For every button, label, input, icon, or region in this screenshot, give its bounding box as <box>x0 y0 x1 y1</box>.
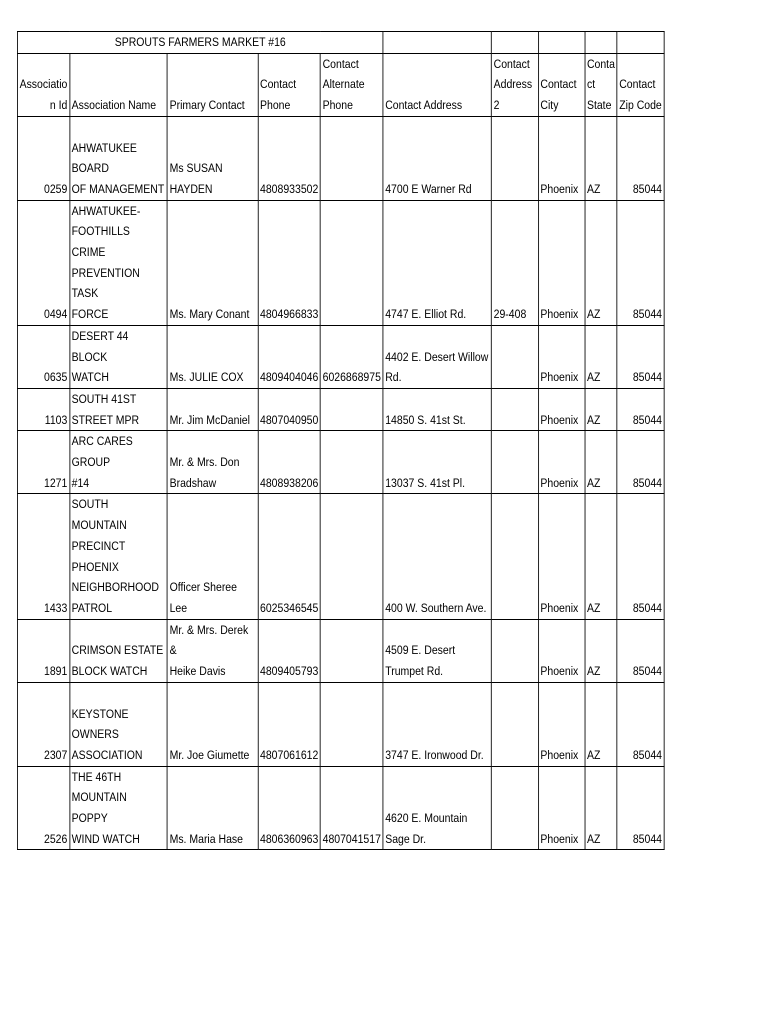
primary-contact-cell: Mr. Joe Giumette <box>167 682 257 766</box>
table-row <box>17 619 664 682</box>
contact-zip-cell: 85044 <box>617 325 664 388</box>
primary-contact-cell: Ms. Maria Hase <box>167 766 257 850</box>
association-name-cell: SOUTH 41ST STREET MPR <box>70 388 168 430</box>
contact-zip-cell: 85044 <box>617 682 664 766</box>
primary-contact-cell: Mr. & Mrs. Don Bradshaw <box>167 431 257 494</box>
header-association-name: Association Name <box>70 53 168 116</box>
table-row <box>17 116 664 200</box>
table-row <box>17 388 664 430</box>
contact-phone-cell: 4808938206 <box>258 431 321 494</box>
association-id-cell: 0259 <box>17 116 69 200</box>
header-primary-contact: Primary Contact <box>167 53 257 116</box>
association-id-cell: 1891 <box>17 619 69 682</box>
contact-zip-cell: 85044 <box>617 116 664 200</box>
table-row <box>17 682 664 766</box>
contact-city-cell: Phoenix <box>538 682 585 766</box>
alternate-phone-cell: 6026868975 <box>320 325 383 388</box>
header-contact-city: Contact City <box>538 53 585 116</box>
contact-city-cell: Phoenix <box>538 325 585 388</box>
contact-state-cell: AZ <box>585 116 617 200</box>
contact-zip-cell: 85044 <box>617 200 664 325</box>
alternate-phone-cell <box>320 116 383 200</box>
contact-address-cell: 13037 S. 41st Pl. <box>383 431 491 494</box>
contact-address-cell: 4747 E. Elliot Rd. <box>383 200 491 325</box>
contact-zip-cell: 85044 <box>617 766 664 850</box>
association-id-cell: 0494 <box>17 200 69 325</box>
alternate-phone-cell <box>320 431 383 494</box>
contact-city-cell: Phoenix <box>538 116 585 200</box>
association-id-cell: 2526 <box>17 766 69 850</box>
association-id-cell: 1103 <box>17 388 69 430</box>
contact-phone-cell: 6025346545 <box>258 494 321 619</box>
contact-address-cell: 400 W. Southern Ave. <box>383 494 491 619</box>
association-name-cell: DESERT 44 BLOCK WATCH <box>70 325 168 388</box>
contact-address-cell: 4402 E. Desert Willow Rd. <box>383 325 491 388</box>
contact-zip-cell: 85044 <box>617 388 664 430</box>
primary-contact-cell: Ms. JULIE COX <box>167 325 257 388</box>
empty-cell <box>383 32 491 54</box>
alternate-phone-cell: 4807041517 <box>320 766 383 850</box>
association-name-cell: CRIMSON ESTATE BLOCK WATCH <box>70 619 168 682</box>
contact-state-cell: AZ <box>585 431 617 494</box>
contact-city-cell: Phoenix <box>538 431 585 494</box>
alternate-phone-cell <box>320 619 383 682</box>
contact-address-2-cell <box>491 766 538 850</box>
contact-city-cell: Phoenix <box>538 200 585 325</box>
table-row <box>17 494 664 619</box>
association-name-cell: AHWATUKEE- FOOTHILLS CRIME PREVENTION TASK FORCE <box>70 200 168 325</box>
header-contact-state: Conta ct State <box>585 53 617 116</box>
contact-address-cell: 4509 E. Desert Trumpet Rd. <box>383 619 491 682</box>
contact-state-cell: AZ <box>585 766 617 850</box>
contact-state-cell: AZ <box>585 494 617 619</box>
alternate-phone-cell <box>320 494 383 619</box>
association-id-cell: 1433 <box>17 494 69 619</box>
contact-state-cell: AZ <box>585 388 617 430</box>
primary-contact-cell: Mr. Jim McDaniel <box>167 388 257 430</box>
header-contact-zip: Contact Zip Code <box>617 53 664 116</box>
header-association-id: Associatio n Id <box>17 53 69 116</box>
sheet-title: SPROUTS FARMERS MARKET #16 <box>17 32 383 54</box>
contacts-table <box>17 31 665 850</box>
alternate-phone-cell <box>320 200 383 325</box>
contact-zip-cell: 85044 <box>617 619 664 682</box>
contact-address-cell: 4620 E. Mountain Sage Dr. <box>383 766 491 850</box>
primary-contact-cell: Ms. Mary Conant <box>167 200 257 325</box>
header-contact-address-2: Contact Address 2 <box>491 53 538 116</box>
contact-address-2-cell <box>491 494 538 619</box>
contact-phone-cell: 4804966833 <box>258 200 321 325</box>
association-name-cell: AHWATUKEE BOARD OF MANAGEMENT <box>70 116 168 200</box>
contact-address-2-cell <box>491 431 538 494</box>
table-row <box>17 431 664 494</box>
alternate-phone-cell <box>320 388 383 430</box>
association-name-cell: ARC CARES GROUP #14 <box>70 431 168 494</box>
empty-cell <box>585 32 617 54</box>
header-contact-address: Contact Address <box>383 53 491 116</box>
contact-address-2-cell <box>491 116 538 200</box>
contact-city-cell: Phoenix <box>538 619 585 682</box>
empty-cell <box>617 32 664 54</box>
empty-cell <box>491 32 538 54</box>
table-row <box>17 200 664 325</box>
header-contact-phone: Contact Phone <box>258 53 321 116</box>
header-row <box>17 53 664 116</box>
association-id-cell: 2307 <box>17 682 69 766</box>
contact-address-cell: 4700 E Warner Rd <box>383 116 491 200</box>
alternate-phone-cell <box>320 682 383 766</box>
contact-address-2-cell <box>491 388 538 430</box>
association-name-cell: KEYSTONE OWNERS ASSOCIATION <box>70 682 168 766</box>
primary-contact-cell: Ms SUSAN HAYDEN <box>167 116 257 200</box>
contact-address-2-cell <box>491 619 538 682</box>
title-row <box>17 32 664 54</box>
association-id-cell: 0635 <box>17 325 69 388</box>
primary-contact-cell: Mr. & Mrs. Derek & Heike Davis <box>167 619 257 682</box>
association-name-cell: SOUTH MOUNTAIN PRECINCT PHOENIX NEIGHBORHOOD PATROL <box>70 494 168 619</box>
contact-phone-cell: 4809404046 <box>258 325 321 388</box>
table-row <box>17 325 664 388</box>
empty-cell <box>538 32 585 54</box>
contact-city-cell: Phoenix <box>538 766 585 850</box>
contact-phone-cell: 4807061612 <box>258 682 321 766</box>
contact-address-cell: 3747 E. Ironwood Dr. <box>383 682 491 766</box>
association-id-cell: 1271 <box>17 431 69 494</box>
primary-contact-cell: Officer Sheree Lee <box>167 494 257 619</box>
contact-zip-cell: 85044 <box>617 431 664 494</box>
contact-address-2-cell: 29-408 <box>491 200 538 325</box>
table-row <box>17 766 664 850</box>
contact-zip-cell: 85044 <box>617 494 664 619</box>
contact-phone-cell: 4807040950 <box>258 388 321 430</box>
contact-state-cell: AZ <box>585 200 617 325</box>
contact-state-cell: AZ <box>585 619 617 682</box>
contact-city-cell: Phoenix <box>538 388 585 430</box>
contact-address-2-cell <box>491 682 538 766</box>
contact-city-cell: Phoenix <box>538 494 585 619</box>
contact-phone-cell: 4806360963 <box>258 766 321 850</box>
contact-phone-cell: 4808933502 <box>258 116 321 200</box>
contact-state-cell: AZ <box>585 325 617 388</box>
contact-phone-cell: 4809405793 <box>258 619 321 682</box>
contact-state-cell: AZ <box>585 682 617 766</box>
contact-address-cell: 14850 S. 41st St. <box>383 388 491 430</box>
contact-address-2-cell <box>491 325 538 388</box>
association-name-cell: THE 46TH MOUNTAIN POPPY WIND WATCH <box>70 766 168 850</box>
header-alternate-phone: Contact Alternate Phone <box>320 53 383 116</box>
